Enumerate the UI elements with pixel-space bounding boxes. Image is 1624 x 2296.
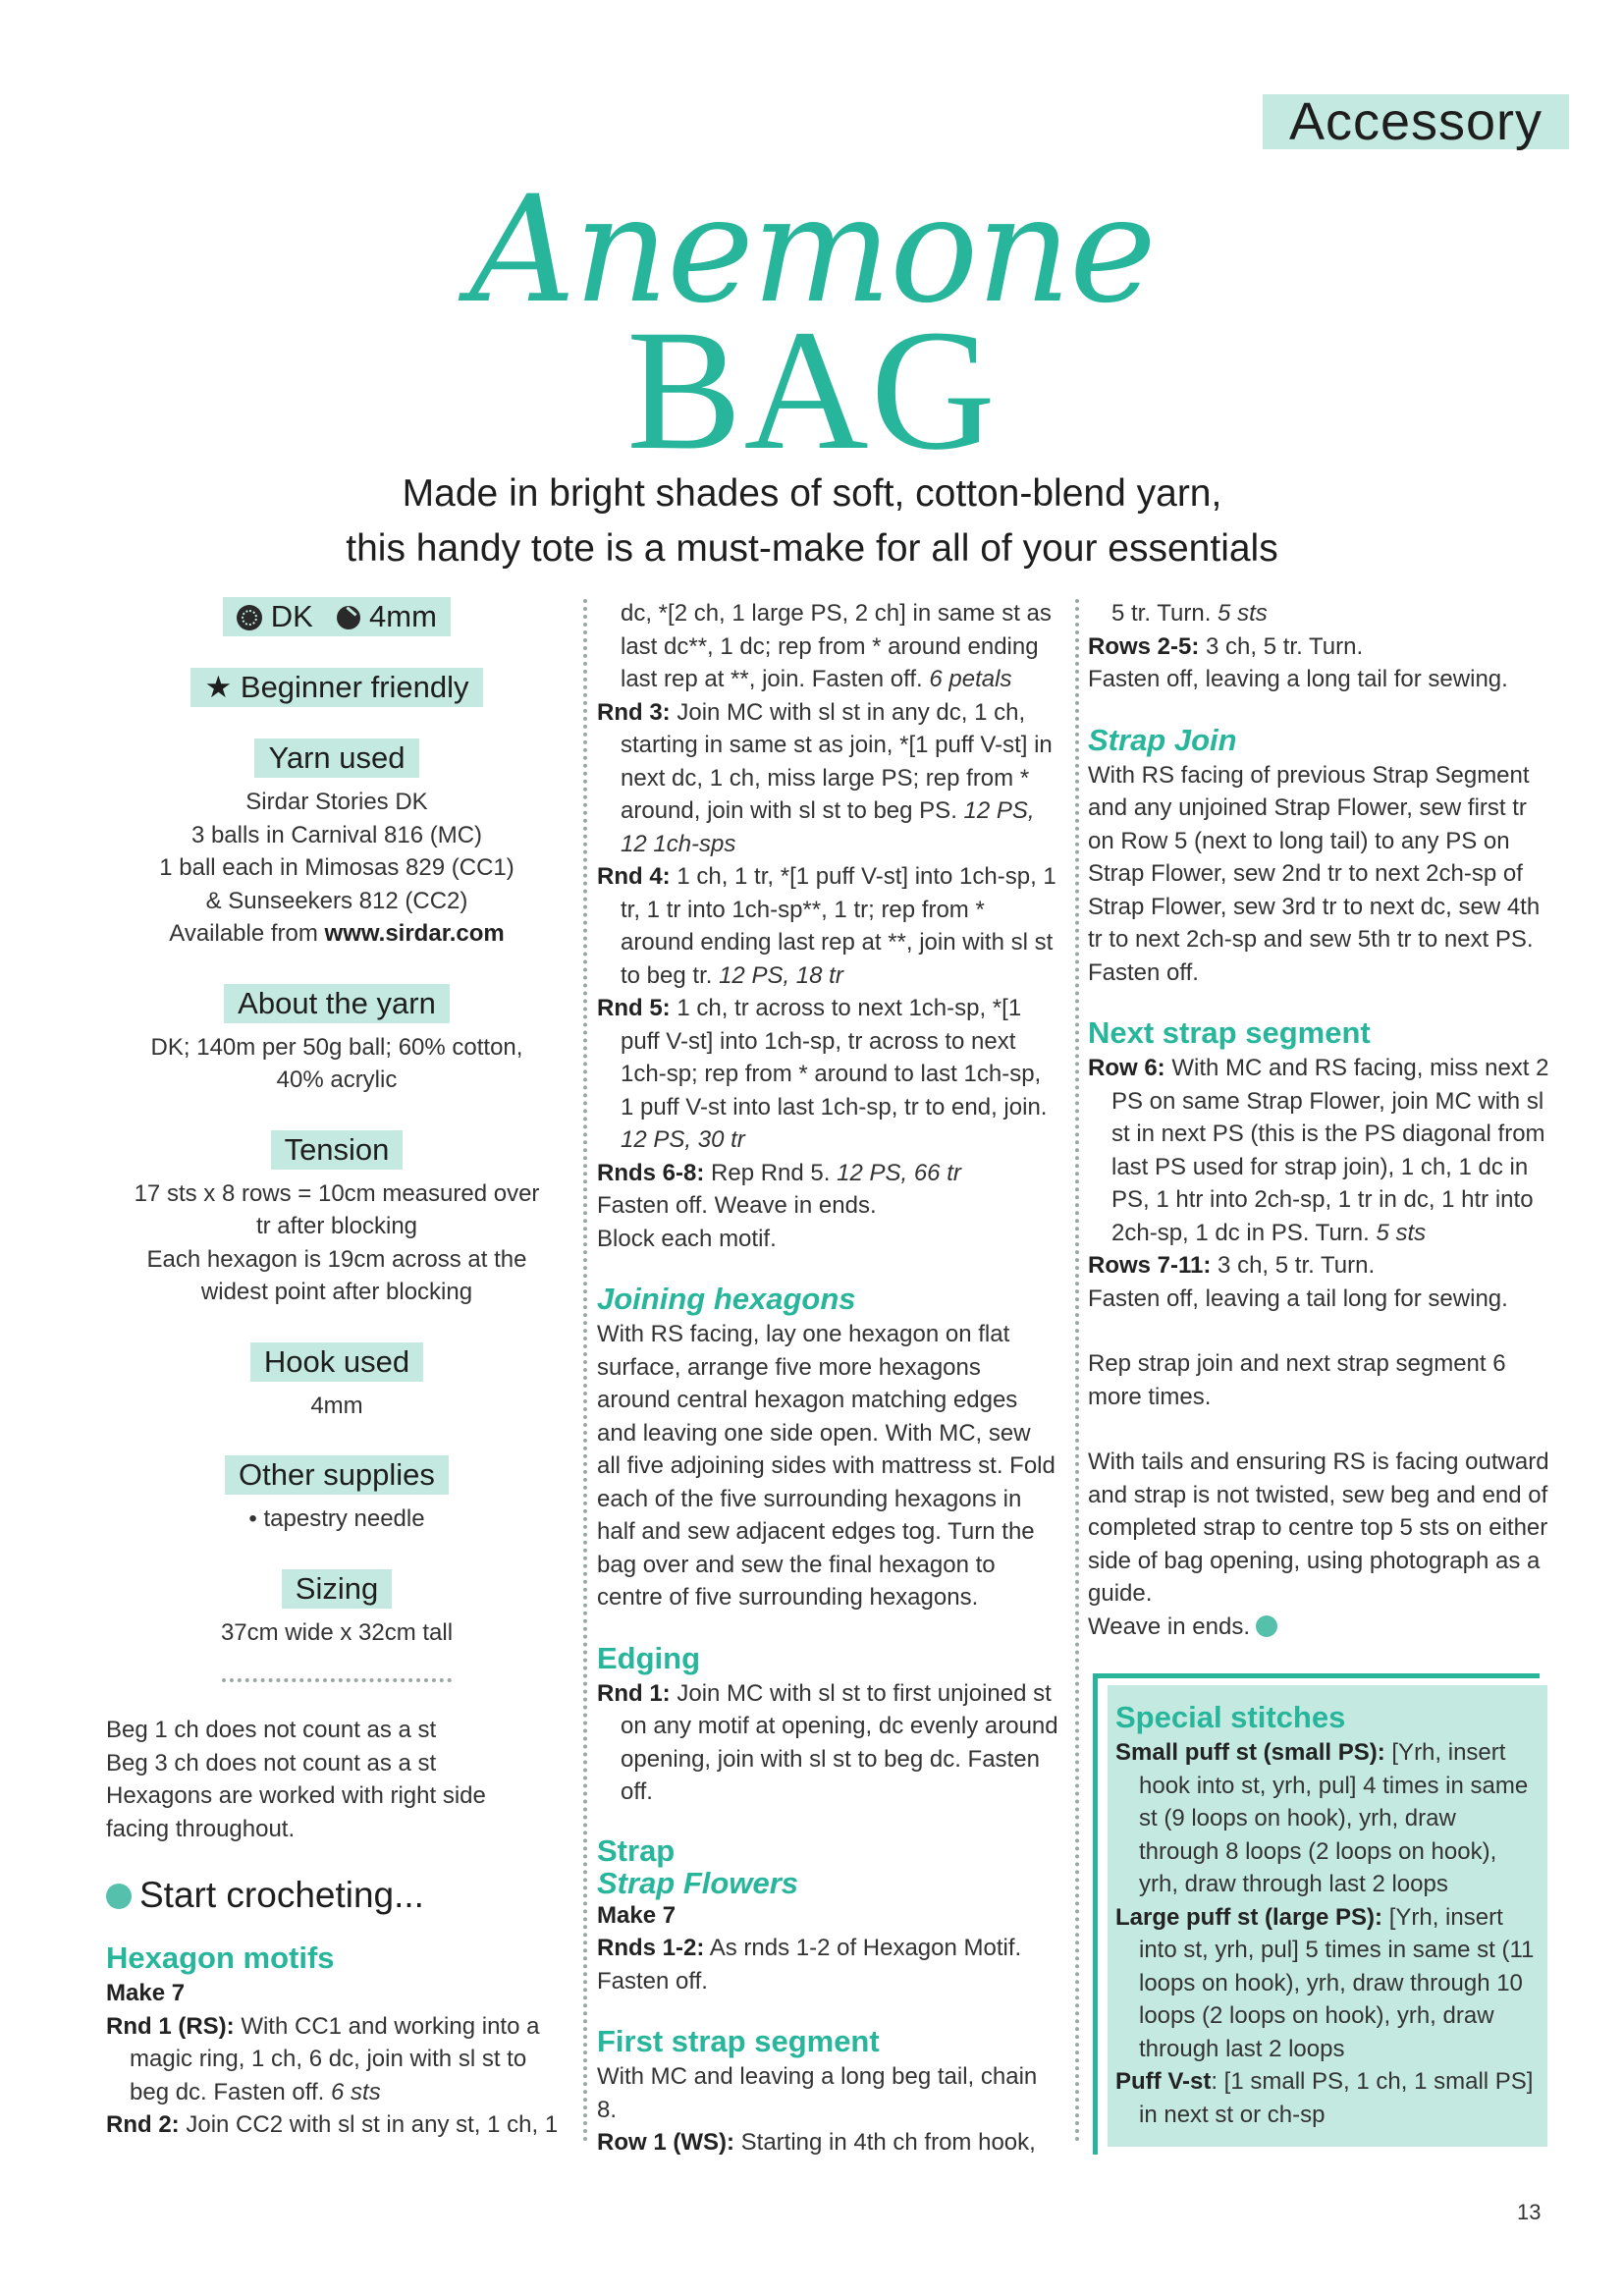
rnd-count: 12 PS, 66 tr xyxy=(837,1159,961,1186)
next-strap-row6 xyxy=(1088,1052,1549,1249)
rnd-count: 12 PS, 12 1ch-sps xyxy=(621,797,1035,857)
hex-end: Fasten off. Weave in ends. xyxy=(597,1192,877,1219)
yarn-ball-icon xyxy=(106,1884,132,1909)
sizing-text: 37cm wide x 32cm tall xyxy=(220,1618,454,1646)
strap-rnds xyxy=(597,1932,1058,1997)
rnd-text-part: Join CC2 with sl st in any st, 1 ch, 1 xyxy=(179,2111,559,2138)
yarn-ball-icon xyxy=(237,605,262,630)
large-puff-def xyxy=(1115,1901,1538,2066)
divider xyxy=(222,1678,452,1682)
rnd-count: 12 PS, 18 tr xyxy=(719,961,843,989)
hex-rnd1 xyxy=(106,2010,568,2109)
rnd-text: 1 ch, 1 tr, *[1 puff V-st] into 1ch-sp, 1 tr, 1 tr into 1ch-sp**, 1 tr; rep from * around ending last rep at **, join with sl st to beg tr. xyxy=(621,863,1056,989)
strap-join-heading: Strap Join xyxy=(1088,722,1237,757)
special-heading: Special stitches xyxy=(1115,1700,1346,1734)
rnd-label: Rnd 1 (RS): xyxy=(106,2012,235,2040)
about-yarn-text xyxy=(106,1031,568,1097)
level-badge xyxy=(190,668,482,707)
notes xyxy=(106,1714,568,1845)
rnd-text: With CC1 and working into a magic ring, 1 ch, 6 dc, join with sl st to beg dc. Fasten off. xyxy=(130,2012,540,2105)
yarn-availability xyxy=(106,917,568,951)
other-supplies-heading: Other supplies xyxy=(225,1455,449,1495)
info-column xyxy=(106,597,568,2142)
row-label: Row 6: xyxy=(1088,1055,1165,1081)
end-ball-icon xyxy=(1256,1615,1277,1637)
row-text: With MC and RS facing, miss next 2 PS on same Strap Flower, join MC with sl st in next PS (this is the PS diagonal from last PS used for strap join), 1 ch, 1 dc in PS, 1 htr into 2ch-sp, 1 tr in dc, 1 htr into 2ch-sp, 1 dc in PS. Turn. xyxy=(1111,1055,1549,1246)
special-stitches xyxy=(1115,1699,1538,2131)
weave-text xyxy=(1088,1611,1549,1644)
small-puff-def xyxy=(1115,1736,1538,1901)
star-icon: ★ xyxy=(204,670,233,704)
row-text: 3 ch, 5 tr. Turn. xyxy=(1199,632,1364,660)
middle-column xyxy=(597,597,1058,2159)
yarn-weight: DK xyxy=(270,599,313,633)
sizing-heading: Sizing xyxy=(282,1569,392,1609)
title-main: BAG xyxy=(626,295,998,486)
tension-line: widest point after blocking xyxy=(200,1279,473,1305)
next-strap-end: Fasten off, leaving a tail long for sewing. xyxy=(1088,1285,1508,1312)
repeat-text: Rep strap join and next strap segment 6 more times. xyxy=(1088,1350,1506,1410)
row-count: 5 sts xyxy=(1218,600,1268,627)
hook-used-text: 4mm xyxy=(310,1392,363,1419)
yarn-used-text xyxy=(106,786,568,951)
first-strap-row1-cont xyxy=(1088,597,1549,630)
first-strap-heading: First strap segment xyxy=(597,2024,880,2058)
hook-size: 4mm xyxy=(369,599,437,633)
row-label: Rows 2-5: xyxy=(1088,632,1200,660)
puff-v-def xyxy=(1115,2065,1538,2131)
yarn-line: 1 ball each in Mimosas 829 (CC1) xyxy=(159,854,514,881)
column-separator xyxy=(583,599,587,2143)
rnd-text: As rnds 1-2 of Hexagon Motif. Fasten off. xyxy=(597,1935,1022,1995)
hexagon-heading: Hexagon motifs xyxy=(106,1941,335,1975)
subtitle xyxy=(0,466,1624,576)
rnd-text: Rep Rnd 5. xyxy=(704,1159,838,1186)
finish-text: With tails and ensuring RS is facing outward and strap is not twisted, sew beg and end of completed strap to centre top 5 sts on either side of bag opening, using photograph as a guide. xyxy=(1088,1449,1549,1607)
note-line: Beg 3 ch does not count as a st xyxy=(106,1749,437,1777)
start-crocheting xyxy=(106,1873,568,1918)
rnd-label: Rnd 2: xyxy=(106,2111,180,2138)
rnd-label: Rnd 1: xyxy=(597,1679,671,1707)
first-strap-row1 xyxy=(597,2126,1058,2159)
rnd-label: Rnds 1-2: xyxy=(597,1935,705,1961)
rnd-label: Rnd 5: xyxy=(597,995,671,1021)
rnd-count: 12 PS, 30 tr xyxy=(621,1126,745,1153)
column-separator xyxy=(1075,599,1079,2143)
right-column xyxy=(1088,597,1549,1643)
about-line: 40% acrylic xyxy=(276,1066,398,1093)
yarn-line: 3 balls in Carnival 816 (MC) xyxy=(190,821,483,848)
joining-text: With RS facing, lay one hexagon on flat surface, arrange five more hexagons around central hexagon matching edges and leaving one side open. With MC, sew all five adjoining sides with mattress st. Fold each of the five surrounding hexagons in half and sew adjacent edges tog. Turn the bag over and sew the final hexagon to centre of five surrounding hexagons. xyxy=(597,1321,1056,1611)
note-line: Hexagons are worked with right side xyxy=(106,1782,486,1809)
joining-heading: Joining hexagons xyxy=(597,1282,856,1316)
next-strap-heading: Next strap segment xyxy=(1088,1015,1371,1050)
start-label: Start crocheting... xyxy=(139,1875,424,1915)
next-strap-rows711 xyxy=(1088,1249,1549,1283)
yarn-line: & Sunseekers 812 (CC2) xyxy=(205,887,468,914)
weight-hook-badge xyxy=(223,597,451,636)
hex-rnd2-start xyxy=(106,2108,568,2142)
tension-line: Each hexagon is 19cm across at the xyxy=(146,1245,527,1273)
strap-heading: Strap xyxy=(597,1832,676,1868)
hex-rnd4 xyxy=(597,860,1058,992)
tension-line: tr after blocking xyxy=(255,1213,418,1239)
tension-heading: Tension xyxy=(271,1130,404,1170)
row-label: Rows 7-11: xyxy=(1088,1252,1212,1279)
rnd-count: 6 sts xyxy=(331,2078,381,2105)
note-line: facing throughout. xyxy=(106,1815,296,1842)
subtitle-line: this handy tote is a must-make for all of your essentials xyxy=(346,527,1278,570)
rnd-count: 6 petals xyxy=(929,666,1012,692)
stitch-text: [Yrh, insert hook into st, yrh, pul] 4 times in same st (9 loops on hook), yrh, draw through 8 loops (2 loops on hook), yrh, draw through last 2 loops xyxy=(1139,1739,1529,1897)
first-strap-end: Fasten off, leaving a long tail for sewing. xyxy=(1088,666,1508,692)
hook-used-heading: Hook used xyxy=(250,1342,423,1382)
other-supplies-text: • tapestry needle xyxy=(248,1505,425,1532)
yarn-line: Sirdar Stories DK xyxy=(245,789,428,815)
stitch-text: [Yrh, insert into st, yrh, pul] 5 times in same st (11 loops on hook), yrh, draw through 10 loops (2 loops on hook), yrh, draw through last 2 loops xyxy=(1139,1903,1535,2062)
rnd-label: Rnds 6-8: xyxy=(597,1159,705,1186)
rnd-label: Rnd 3: xyxy=(597,698,671,726)
yarn-used-heading: Yarn used xyxy=(254,738,418,778)
hex-rnd2-cont xyxy=(597,597,1058,696)
about-line: DK; 140m per 50g ball; 60% cotton, xyxy=(150,1033,523,1061)
sirdar-link[interactable]: www.sirdar.com xyxy=(324,920,505,947)
row-text-part: Starting in 4th ch from hook, xyxy=(733,2129,1036,2156)
box-accent xyxy=(1093,1673,1098,2155)
stitch-label: Small puff st (small PS): xyxy=(1115,1739,1385,1766)
edging-rnd1 xyxy=(597,1677,1058,1809)
level-text: Beginner friendly xyxy=(240,670,469,704)
weave-label: Weave in ends. xyxy=(1088,1613,1250,1640)
title-script: Anemone xyxy=(469,165,1155,336)
rnd-text: Join MC with sl st in any dc, 1 ch, starting in same st as join, *[1 puff V-st] in next dc, 1 ch, miss large PS; rep from * around, join with sl st to beg PS. xyxy=(621,698,1053,824)
hex-rnd6-8 xyxy=(597,1157,1058,1190)
hook-icon xyxy=(337,606,360,629)
availability-prefix: Available from xyxy=(169,920,325,947)
tension-line: 17 sts x 8 rows = 10cm measured over xyxy=(134,1179,540,1207)
stitch-label: Large puff st (large PS): xyxy=(1115,1903,1383,1931)
row-count: 5 sts xyxy=(1376,1219,1427,1246)
first-strap-rows25 xyxy=(1088,630,1549,664)
about-yarn-heading: About the yarn xyxy=(224,984,450,1023)
stitch-label: Puff V-st xyxy=(1115,2068,1212,2095)
hex-rnd5 xyxy=(597,992,1058,1157)
subtitle-line: Made in bright shades of soft, cotton-blend yarn, xyxy=(402,472,1222,515)
note-line: Beg 1 ch does not count as a st xyxy=(106,1717,437,1743)
hex-block: Block each motif. xyxy=(597,1225,777,1252)
row-text-part: 5 tr. Turn. xyxy=(1111,600,1218,627)
row-label: Row 1 (WS): xyxy=(597,2129,734,2156)
rnd-text-part: dc, *[2 ch, 1 large PS, 2 ch] in same st as last dc**, 1 dc; rep from * around ending last rep at **, join. Fasten off. xyxy=(621,600,1052,692)
rnd-text: 1 ch, tr across to next 1ch-sp, *[1 puff V-st] into 1ch-sp, tr across to next 1ch-sp; rep from * around to last 1ch-sp, 1 puff V-st into last 1ch-sp, tr to end, join. xyxy=(621,995,1048,1121)
stitch-text: : [1 small PS, 1 ch, 1 small PS] in next st or ch-sp xyxy=(1139,2068,1534,2128)
row-text: 3 ch, 5 tr. Turn. xyxy=(1211,1252,1376,1279)
hexagon-make: Make 7 xyxy=(106,1980,186,2006)
hex-rnd3 xyxy=(597,696,1058,861)
strap-join-text: With RS facing of previous Strap Segment and any unjoined Strap Flower, sew first tr on Row 5 (next to long tail) to any PS on Strap Flower, sew 2nd tr to next 2ch-sp of Strap Flower, sew 3rd tr to next dc, sew 4th tr to next 2ch-sp and sew 5th tr to next PS. Fasten off. xyxy=(1088,761,1541,986)
strap-make: Make 7 xyxy=(597,1901,677,1929)
category-tag: Accessory xyxy=(1263,94,1569,149)
edging-heading: Edging xyxy=(597,1640,701,1675)
first-strap-text: With MC and leaving a long beg tail, chain 8. xyxy=(597,2063,1038,2123)
page-number: 13 xyxy=(1517,2200,1542,2224)
rnd-text: Join MC with sl st to first unjoined st on any motif at opening, dc evenly around opening, join with sl st to beg dc. Fasten off. xyxy=(621,1679,1058,1805)
tension-text xyxy=(106,1177,568,1309)
box-accent xyxy=(1093,1673,1540,1678)
strap-flowers-heading: Strap Flowers xyxy=(597,1865,798,1900)
rnd-label: Rnd 4: xyxy=(597,863,671,890)
